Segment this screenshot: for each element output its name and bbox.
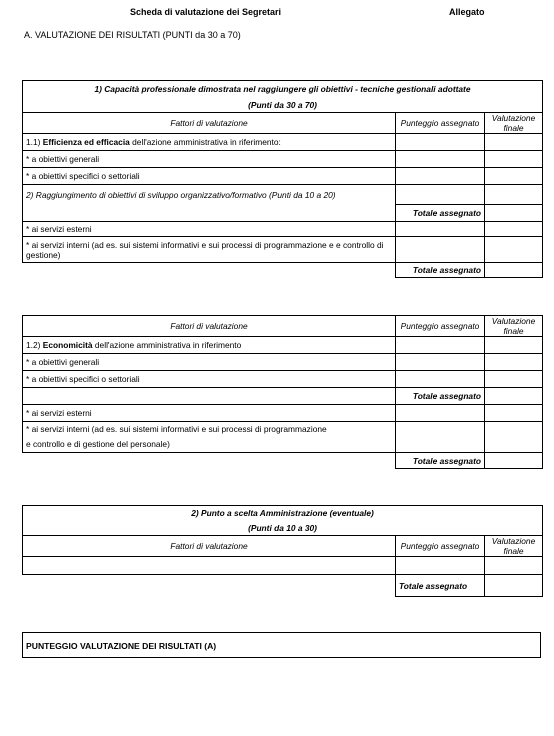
valutazione-cell[interactable] [485, 557, 543, 575]
table1-col-punteggio: Punteggio assegnato [396, 113, 485, 134]
punteggio-cell[interactable] [396, 422, 485, 453]
table3-subtitle: (Punti da 10 a 30) [23, 521, 543, 536]
item-bold: Economicità [42, 340, 93, 350]
table2-servizi-interni-2: e controllo e di gestione del personale) [23, 437, 396, 453]
table3-col-fattori: Fattori di valutazione [23, 536, 396, 557]
punteggio-valutazione-box [22, 632, 541, 658]
table-economicita [22, 315, 543, 469]
table2-item-1-2 [23, 337, 396, 354]
valutazione-cell[interactable] [485, 134, 543, 151]
table1-title: 1) Capacità professionale dimostrata nel raggiungere gli obiettivi - tecniche gestionali adottate [23, 81, 543, 98]
spacer-cell [23, 388, 396, 405]
punteggio-cell[interactable] [396, 371, 485, 388]
spacer-cell [23, 263, 396, 278]
valutazione-cell[interactable] [485, 371, 543, 388]
table-punto-a-scelta [22, 505, 543, 597]
table3-totale: Totale assegnato [396, 575, 485, 597]
table1-obiettivi-generali: * a obiettivi generali [23, 151, 396, 168]
valutazione-cell[interactable] [485, 337, 543, 354]
table3-title: 2) Punto a scelta Amministrazione (eventuale) [23, 506, 543, 521]
valutazione-cell[interactable] [485, 151, 543, 168]
item-rest: dell'azione amministrativa in riferimento [94, 340, 242, 350]
table2-col-fattori: Fattori di valutazione [23, 316, 396, 337]
totale-value-cell[interactable] [485, 205, 543, 222]
table2-obiettivi-generali: * a obiettivi generali [23, 354, 396, 371]
spacer-cell [23, 575, 396, 597]
table3-col-valutazione: Valutazione finale [485, 536, 543, 557]
item-bold: Efficienza ed efficacia [42, 137, 130, 147]
punteggio-cell[interactable] [396, 354, 485, 371]
table1-servizi-esterni: * ai servizi esterni [23, 222, 396, 237]
document-title: Scheda di valutazione dei Segretari [130, 7, 282, 17]
punteggio-cell[interactable] [396, 237, 485, 263]
spacer-cell [23, 453, 396, 469]
table2-totale-2: Totale assegnato [396, 453, 485, 469]
valutazione-cell[interactable] [485, 422, 543, 453]
section-a-heading: A. VALUTAZIONE DEI RISULTATI (PUNTI da 30 a 70) [24, 30, 241, 40]
valutazione-cell[interactable] [485, 222, 543, 237]
table2-col-valutazione: Valutazione finale [485, 316, 543, 337]
table3-col-punteggio: Punteggio assegnato [396, 536, 485, 557]
table1-col-valutazione: Valutazione finale [485, 113, 543, 134]
table1-totale-2: Totale assegnato [396, 263, 485, 278]
item-rest: dell'azione amministrativa in riferimento: [132, 137, 281, 147]
punteggio-cell[interactable] [396, 222, 485, 237]
table1-servizi-interni: * ai servizi interni (ad es. sui sistemi informativi e sui processi di programmazione e e controllo di gestione) [23, 237, 396, 263]
table2-servizi-interni-1: * ai servizi interni (ad es. sui sistemi informativi e sui processi di programmazione [23, 422, 396, 437]
table-capacita-professionale [22, 80, 543, 278]
table1-item-2: 2) Raggiungimento di obiettivi di sviluppo organizzativo/formativo (Punti da 10 a 20) [23, 185, 396, 205]
table1-subtitle: (Punti da 30 a 70) [23, 98, 543, 113]
valutazione-cell[interactable] [485, 168, 543, 185]
punteggio-cell[interactable] [396, 168, 485, 185]
valutazione-cell[interactable] [485, 237, 543, 263]
item-prefix: 1.1) [26, 137, 41, 147]
punteggio-cell[interactable] [396, 557, 485, 575]
table1-item-1-1 [23, 134, 396, 151]
punteggio-cell[interactable] [396, 405, 485, 422]
table1-totale-1: Totale assegnato [396, 205, 485, 222]
totale-value-cell[interactable] [485, 263, 543, 278]
totale-value-cell[interactable] [485, 453, 543, 469]
table1-col-fattori: Fattori di valutazione [23, 113, 396, 134]
punteggio-cell[interactable] [396, 185, 485, 205]
table3-empty-row[interactable] [23, 557, 396, 575]
allegato-label: Allegato [449, 7, 485, 17]
item-prefix: 1.2) [26, 340, 41, 350]
valutazione-cell[interactable] [485, 185, 543, 205]
table2-col-punteggio: Punteggio assegnato [396, 316, 485, 337]
table2-servizi-esterni: * ai servizi esterni [23, 405, 396, 422]
valutazione-cell[interactable] [485, 354, 543, 371]
totale-value-cell[interactable] [485, 575, 543, 597]
punteggio-cell[interactable] [396, 337, 485, 354]
totale-value-cell[interactable] [485, 388, 543, 405]
table2-obiettivi-specifici: * a obiettivi specifici o settoriali [23, 371, 396, 388]
valutazione-cell[interactable] [485, 405, 543, 422]
spacer-cell [23, 205, 396, 222]
punteggio-cell[interactable] [396, 151, 485, 168]
table2-totale-1: Totale assegnato [396, 388, 485, 405]
punteggio-valutazione-label: PUNTEGGIO VALUTAZIONE DEI RISULTATI (A) [26, 641, 217, 651]
table1-obiettivi-specifici: * a obiettivi specifici o settoriali [23, 168, 396, 185]
punteggio-cell[interactable] [396, 134, 485, 151]
